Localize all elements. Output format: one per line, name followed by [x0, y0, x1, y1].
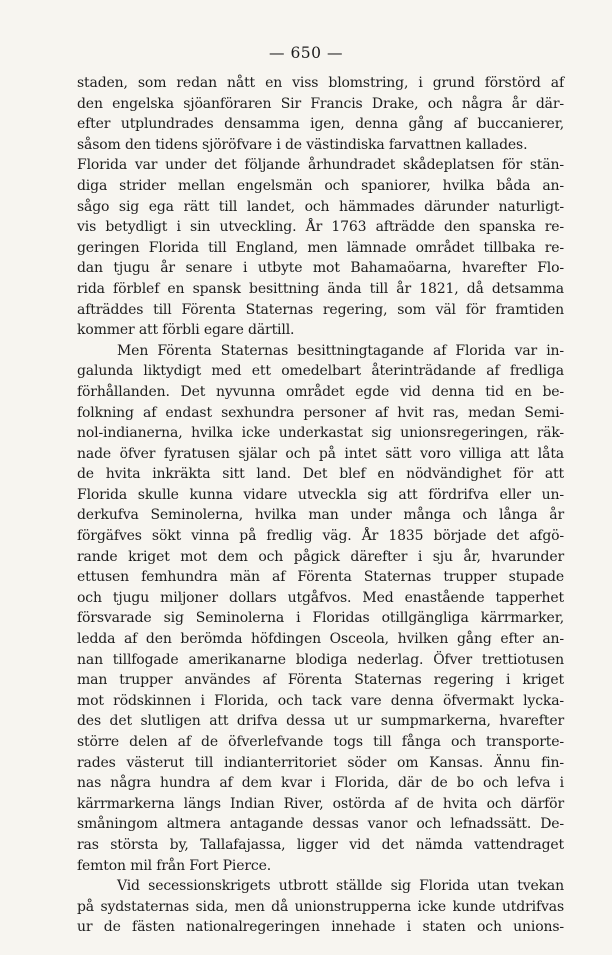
text-line: nas några hundra af dem kvar i Florida, där de bo och lefva i — [77, 775, 564, 792]
text-line: dan tjugu år senare i utbyte mot Bahamaöarna, hvarefter Flo- — [77, 260, 564, 277]
text-line: rida förblef en spansk besittning ända till år 1821, då detsamma — [77, 280, 564, 297]
text-line: småningom altmera antagande dessas vanor och lefnadssätt. De- — [77, 816, 564, 833]
text-line: större delen af de öfverlefvande togs till fånga och transporte- — [77, 734, 564, 750]
text-line: staden, som redan nått en viss blomstring, i grund förstörd af — [77, 75, 564, 91]
text-line: nade öfver fyratusen själar och på intet sätt voro villiga att låta — [77, 445, 564, 462]
text-line: Florida var under det följande århundradet skådeplatsen för stän- — [77, 157, 564, 174]
text-line: vis betydligt i sin utveckling. År 1763 afträdde den spanska re- — [77, 219, 564, 236]
text-line: derkufva Seminolerna, hvilka man under många och långa år — [77, 507, 564, 524]
text-line: mot rödskinnen i Florida, och tack vare denna öfvermakt lycka- — [77, 692, 564, 709]
text-line: Vid secessionskrigets utbrott ställde sig Florida utan tvekan — [117, 878, 564, 895]
body-text — [77, 73, 564, 938]
text-line: afträddes till Förenta Staternas regering, som väl för framtiden — [77, 301, 564, 318]
text-line: galunda liktydigt med ett omedelbart återinträdande af fredliga — [77, 363, 564, 380]
text-line: geringen Florida till England, men lämnade området tillbaka re- — [77, 239, 564, 256]
text-line: förgäfves sökt vinna på fredlig väg. År 1835 började det afgö- — [77, 528, 564, 545]
text-line: ur de fästen nationalregeringen innehade i staten och unions- — [77, 919, 564, 936]
text-line: kommer att förbli egare därtill. — [77, 322, 295, 339]
text-line: kärrmarkerna längs Indian River, ostörda af de hvita och därför — [77, 795, 564, 812]
text-line: folkning af endast sexhundra personer af hvit ras, medan Semi- — [77, 404, 564, 421]
text-line: de hvita inkräkta sitt land. Det blef en nödvändighet för att — [77, 466, 564, 483]
text-line: des det slutligen att drifva dessa ut ur sumpmarkerna, hvarefter — [77, 713, 564, 730]
text-line: diga strider mellan engelsmän och spaniorer, hvilka båda an- — [77, 177, 564, 194]
text-line: och tjugu miljoner dollars utgåfvos. Med enastående tapperhet — [77, 589, 564, 606]
text-line: såsom den tidens sjöröfvare i de västindiska farvattnen kallades. — [77, 136, 528, 153]
text-line: på sydstaternas sida, men då unionstrupperna icke kunde utdrifvas — [77, 898, 564, 915]
text-line: den engelska sjöanföraren Sir Francis Drake, och några år där- — [77, 95, 564, 112]
text-line: förhållanden. Det nyvunna området egde vid denna tid en be- — [77, 383, 564, 400]
text-line: rades västerut till indianterritoriet söder om Kansas. Ännu fin- — [77, 754, 564, 771]
text-line: ledda af den berömda höfdingen Osceola, hvilken gång efter an- — [77, 631, 564, 648]
text-line: försvarade sig Seminolerna i Floridas otillgängliga kärrmarker, — [77, 610, 564, 627]
text-line: ras största by, Tallafajassa, ligger vid det nämda vattendraget — [77, 836, 564, 853]
text-line: sågo sig ega rätt till landet, och hämmades därunder naturligt- — [77, 198, 564, 215]
text-line: ettusen femhundra män af Förenta Staternas trupper stupade — [77, 569, 564, 586]
text-line: femton mil från Fort Pierce. — [77, 857, 272, 874]
text-line: nan tillfogade amerikanarne blodiga nederlag. Öfver trettiotusen — [77, 651, 564, 668]
text-line: man trupper användes af Förenta Staternas regering i kriget — [77, 672, 564, 689]
text-line: Florida skulle kunna vidare utveckla sig att fördrifva eller un- — [77, 486, 564, 503]
page-number: — 650 — — [269, 44, 343, 62]
text-line: efter utplundrades densamma igen, denna gång af buccanierer, — [77, 116, 564, 133]
text-line: Men Förenta Staternas besittningtagande af Florida var in- — [117, 342, 564, 359]
text-line: nol-indianerna, hvilka icke underkastat sig unionsregeringen, räk- — [77, 425, 564, 442]
text-line: rande kriget mot dem och pågick därefter i sju år, hvarunder — [77, 548, 564, 565]
